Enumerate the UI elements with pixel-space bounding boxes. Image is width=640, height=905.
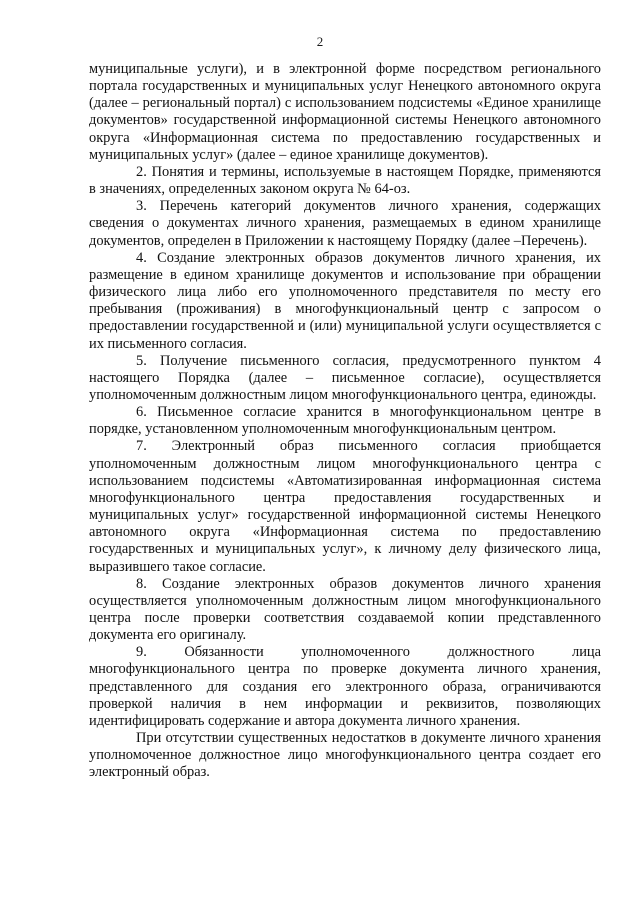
paragraph-item-6: 6. Письменное согласие хранится в многофункциональном центре в порядке, установленном уполномоченным многофункциональным центром. xyxy=(89,404,601,438)
paragraph-item-7: 7. Электронный образ письменного согласия приобщается уполномоченным должностным лицом многофункционального центра с использованием подсистемы «Автоматизированная информационная система многофункционального центра предоставления государственных и муниципальных услуг» государственной информационной системы Ненецкого автономного округа «Информационная система по предоставлению государственных и муниципальных услуг», к личному делу физического лица, выразившего такое согласие. xyxy=(89,438,601,575)
paragraph-closing: При отсутствии существенных недостатков в документе личного хранения уполномоченное должностное лицо многофункционального центра создает его электронный образ. xyxy=(89,730,601,781)
paragraph-item-9: 9. Обязанности уполномоченного должностного лица многофункционального центра по проверке документа личного хранения, представленного для создания его электронного образа, ограничиваются проверкой наличия в нем информации и реквизитов, позволяющих идентифицировать содержание и автора документа личного хранения. xyxy=(89,644,601,729)
paragraph-item-3: 3. Перечень категорий документов личного хранения, содержащих сведения о документах личного хранения, размещаемых в едином хранилище документов, определен в Приложении к настоящему Порядку (далее –Перечень). xyxy=(89,198,601,249)
paragraph-continuation: муниципальные услуги), и в электронной форме посредством регионального портала государственных и муниципальных услуг Ненецкого автономного округа (далее – региональный портал) с использованием подсистемы «Единое хранилище документов» государственной информационной системы Ненецкого автономного округа «Информационная система по предоставлению государственных и муниципальных услуг» (далее – единое хранилище документов). xyxy=(89,61,601,163)
paragraph-item-8: 8. Создание электронных образов документов личного хранения осуществляется уполномоченным должностным лицом многофункционального центра после проверки соответствия создаваемой копии представленного документа его оригиналу. xyxy=(89,575,601,644)
paragraph-item-2: 2. Понятия и термины, используемые в настоящем Порядке, применяются в значениях, определенных законом округа № 64-оз. xyxy=(89,163,601,198)
paragraph-item-5: 5. Получение письменного согласия, предусмотренного пунктом 4 настоящего Порядка (далее – письменное согласие), осуществляется уполномоченным должностным лицом многофункционального центра, единожды. xyxy=(89,352,601,403)
paragraph-item-4: 4. Создание электронных образов документов личного хранения, их размещение в едином хранилище документов и использование при обращении физического лица либо его уполномоченного представителя по месту его пребывания (проживания) в многофункциональный центр с запросом о предоставлении государственной и (или) муниципальной услуги осуществляется с их письменного согласия. xyxy=(89,249,601,352)
page-number: 2 xyxy=(316,34,324,49)
document-body xyxy=(89,61,601,782)
